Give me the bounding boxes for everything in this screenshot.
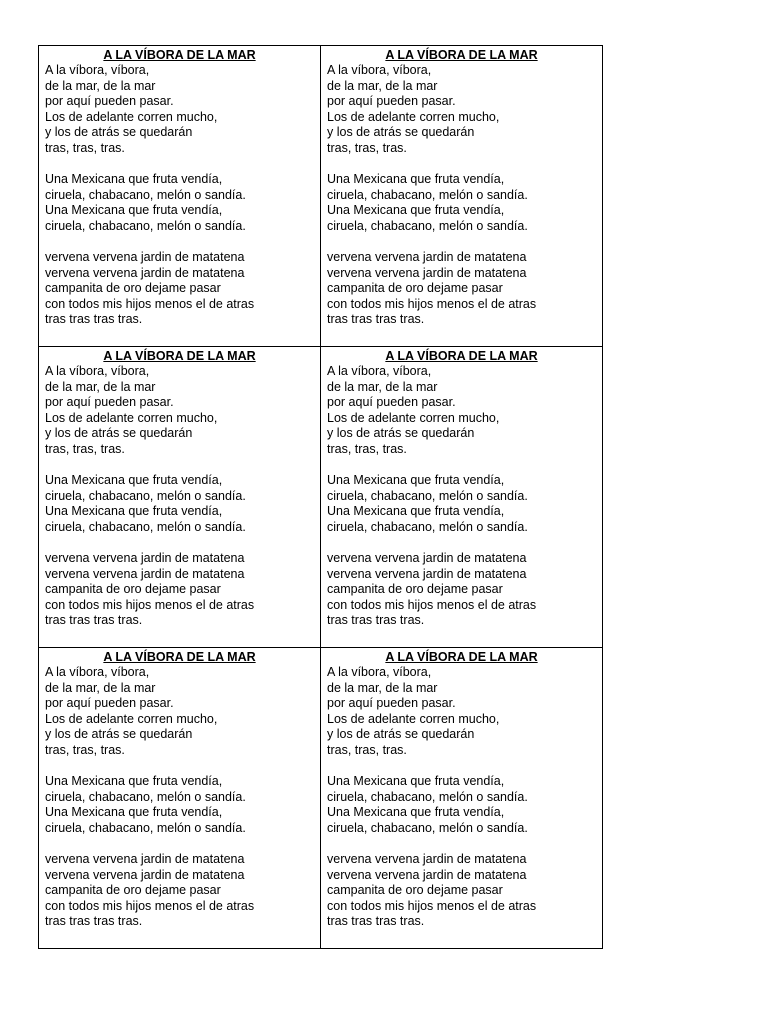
lyric-line: ciruela, chabacano, melón o sandía. xyxy=(327,519,528,534)
lyric-line: y los de atrás se quedarán xyxy=(45,426,193,441)
lyric-line: vervena vervena jardin de matatena xyxy=(45,550,245,565)
lyric-line: vervena vervena jardin de matatena xyxy=(45,566,245,581)
lyric-line: vervena vervena jardin de matatena xyxy=(45,265,245,280)
lyric-line: Una Mexicana que fruta vendía, xyxy=(45,774,223,789)
card-title: A LA VÍBORA DE LA MAR xyxy=(385,349,538,363)
lyric-line: Una Mexicana que fruta vendía, xyxy=(45,473,223,488)
lyric-line: ciruela, chabacano, melón o sandía. xyxy=(45,488,246,503)
stanza xyxy=(45,250,314,328)
lyric-line: vervena vervena jardin de matatena xyxy=(327,851,527,866)
lyric-line: Una Mexicana que fruta vendía, xyxy=(327,805,505,820)
lyrics-card-cell xyxy=(39,648,321,949)
lyric-line: tras tras tras tras. xyxy=(327,914,425,929)
lyric-line: tras, tras, tras. xyxy=(45,441,125,456)
lyric-line: y los de atrás se quedarán xyxy=(327,125,475,140)
lyric-line: tras tras tras tras. xyxy=(45,914,143,929)
card-title: A LA VÍBORA DE LA MAR xyxy=(385,650,538,664)
lyric-line: A la víbora, víbora, xyxy=(327,665,432,679)
lyric-line: vervena vervena jardin de matatena xyxy=(45,867,245,882)
lyrics-card xyxy=(39,46,320,328)
lyric-line: por aquí pueden pasar. xyxy=(45,94,174,109)
lyric-line: A la víbora, víbora, xyxy=(327,63,432,77)
lyrics-card xyxy=(321,46,602,328)
stanza xyxy=(45,473,314,535)
lyric-line: vervena vervena jardin de matatena xyxy=(45,249,245,264)
lyric-line: de la mar, de la mar xyxy=(327,78,438,93)
lyric-line: tras tras tras tras. xyxy=(45,613,143,628)
lyrics-card xyxy=(321,648,602,930)
lyric-line: ciruela, chabacano, melón o sandía. xyxy=(327,789,528,804)
lyric-line: Los de adelante corren mucho, xyxy=(327,410,500,425)
lyric-line: por aquí pueden pasar. xyxy=(45,696,174,711)
lyric-line: A la víbora, víbora, xyxy=(45,63,150,77)
lyric-line: vervena vervena jardin de matatena xyxy=(45,851,245,866)
lyric-line: campanita de oro dejame pasar xyxy=(45,582,221,597)
lyrics-card-cell xyxy=(321,46,603,347)
stanza xyxy=(45,63,314,157)
lyric-line: ciruela, chabacano, melón o sandía. xyxy=(327,820,528,835)
lyric-line: ciruela, chabacano, melón o sandía. xyxy=(45,218,246,233)
lyrics-card-cell xyxy=(321,648,603,949)
lyric-line: Los de adelante corren mucho, xyxy=(45,410,218,425)
lyric-line: con todos mis hijos menos el de atras xyxy=(45,597,255,612)
lyrics-card xyxy=(321,347,602,629)
lyric-line: por aquí pueden pasar. xyxy=(45,395,174,410)
lyric-line: vervena vervena jardin de matatena xyxy=(327,550,527,565)
lyric-line: ciruela, chabacano, melón o sandía. xyxy=(327,187,528,202)
lyric-line: tras tras tras tras. xyxy=(327,312,425,327)
lyric-line: de la mar, de la mar xyxy=(327,680,438,695)
stanza xyxy=(45,551,314,629)
lyric-line: A la víbora, víbora, xyxy=(327,364,432,378)
lyric-line: Una Mexicana que fruta vendía, xyxy=(45,172,223,187)
lyric-line: A la víbora, víbora, xyxy=(45,364,150,378)
lyrics-card xyxy=(39,648,320,930)
lyric-line: Una Mexicana que fruta vendía, xyxy=(327,774,505,789)
lyric-line: con todos mis hijos menos el de atras xyxy=(327,898,537,913)
lyrics-card-sheet xyxy=(38,45,603,949)
lyric-line: de la mar, de la mar xyxy=(45,379,156,394)
lyric-line: vervena vervena jardin de matatena xyxy=(327,566,527,581)
lyric-line: tras, tras, tras. xyxy=(327,441,407,456)
lyric-line: por aquí pueden pasar. xyxy=(327,696,456,711)
stanza xyxy=(45,172,314,234)
stanza xyxy=(327,172,596,234)
stanza xyxy=(327,473,596,535)
lyric-line: tras tras tras tras. xyxy=(327,613,425,628)
lyric-line: Una Mexicana que fruta vendía, xyxy=(45,504,223,519)
stanza xyxy=(45,665,314,759)
card-row xyxy=(39,46,603,347)
lyrics-card-cell xyxy=(321,347,603,648)
stanza xyxy=(45,774,314,836)
lyric-line: Los de adelante corren mucho, xyxy=(327,109,500,124)
lyric-line: Una Mexicana que fruta vendía, xyxy=(45,805,223,820)
lyric-line: vervena vervena jardin de matatena xyxy=(327,867,527,882)
lyric-line: con todos mis hijos menos el de atras xyxy=(45,296,255,311)
lyric-line: campanita de oro dejame pasar xyxy=(327,582,503,597)
card-row xyxy=(39,648,603,949)
card-title: A LA VÍBORA DE LA MAR xyxy=(103,650,256,664)
lyric-line: Una Mexicana que fruta vendía, xyxy=(327,172,505,187)
stanza xyxy=(45,852,314,930)
lyrics-card xyxy=(39,347,320,629)
lyric-line: Los de adelante corren mucho, xyxy=(45,711,218,726)
lyric-line: tras tras tras tras. xyxy=(45,312,143,327)
lyric-line: ciruela, chabacano, melón o sandía. xyxy=(45,187,246,202)
lyric-line: Una Mexicana que fruta vendía, xyxy=(327,203,505,218)
lyric-line: de la mar, de la mar xyxy=(45,680,156,695)
lyric-line: con todos mis hijos menos el de atras xyxy=(327,296,537,311)
lyric-line: ciruela, chabacano, melón o sandía. xyxy=(45,789,246,804)
card-title: A LA VÍBORA DE LA MAR xyxy=(103,48,256,62)
lyric-line: por aquí pueden pasar. xyxy=(327,395,456,410)
stanza xyxy=(327,63,596,157)
lyric-line: ciruela, chabacano, melón o sandía. xyxy=(327,488,528,503)
stanza xyxy=(327,250,596,328)
lyric-line: Una Mexicana que fruta vendía, xyxy=(327,473,505,488)
lyric-line: ciruela, chabacano, melón o sandía. xyxy=(45,820,246,835)
lyric-line: A la víbora, víbora, xyxy=(45,665,150,679)
stanza xyxy=(45,364,314,458)
lyric-line: vervena vervena jardin de matatena xyxy=(327,249,527,264)
lyric-line: de la mar, de la mar xyxy=(45,78,156,93)
lyric-line: campanita de oro dejame pasar xyxy=(327,883,503,898)
lyric-line: Una Mexicana que fruta vendía, xyxy=(45,203,223,218)
lyric-line: campanita de oro dejame pasar xyxy=(327,281,503,296)
lyric-line: Una Mexicana que fruta vendía, xyxy=(327,504,505,519)
stanza xyxy=(327,774,596,836)
lyric-line: campanita de oro dejame pasar xyxy=(45,883,221,898)
lyric-line: ciruela, chabacano, melón o sandía. xyxy=(45,519,246,534)
lyric-line: y los de atrás se quedarán xyxy=(45,727,193,742)
lyrics-card-cell xyxy=(39,347,321,648)
lyric-line: y los de atrás se quedarán xyxy=(327,426,475,441)
stanza xyxy=(327,364,596,458)
stanza xyxy=(327,852,596,930)
lyrics-card-cell xyxy=(39,46,321,347)
lyric-line: ciruela, chabacano, melón o sandía. xyxy=(327,218,528,233)
lyric-line: tras, tras, tras. xyxy=(45,742,125,757)
lyric-line: Los de adelante corren mucho, xyxy=(327,711,500,726)
lyric-line: tras, tras, tras. xyxy=(45,140,125,155)
lyric-line: campanita de oro dejame pasar xyxy=(45,281,221,296)
lyric-line: y los de atrás se quedarán xyxy=(45,125,193,140)
lyric-line: y los de atrás se quedarán xyxy=(327,727,475,742)
lyric-line: por aquí pueden pasar. xyxy=(327,94,456,109)
lyric-line: con todos mis hijos menos el de atras xyxy=(327,597,537,612)
lyric-line: tras, tras, tras. xyxy=(327,140,407,155)
stanza xyxy=(327,551,596,629)
lyric-line: tras, tras, tras. xyxy=(327,742,407,757)
stanza xyxy=(327,665,596,759)
card-row xyxy=(39,347,603,648)
lyric-line: Los de adelante corren mucho, xyxy=(45,109,218,124)
lyric-line: vervena vervena jardin de matatena xyxy=(327,265,527,280)
card-title: A LA VÍBORA DE LA MAR xyxy=(385,48,538,62)
card-title: A LA VÍBORA DE LA MAR xyxy=(103,349,256,363)
lyric-line: con todos mis hijos menos el de atras xyxy=(45,898,255,913)
lyric-line: de la mar, de la mar xyxy=(327,379,438,394)
